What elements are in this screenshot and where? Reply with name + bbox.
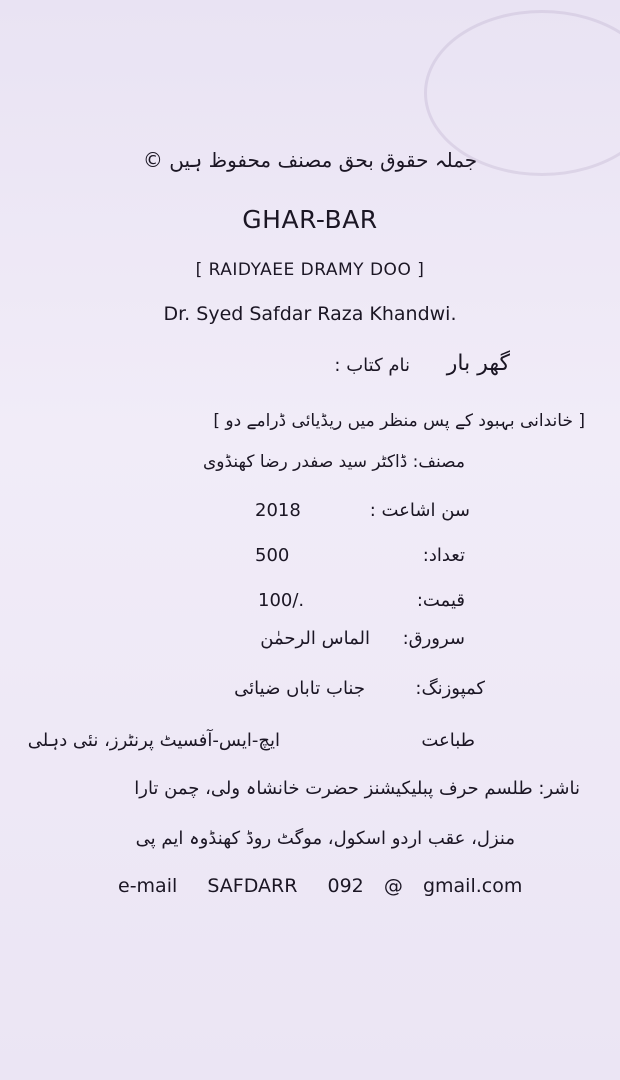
book-name-label: نام کتاب : bbox=[334, 355, 410, 376]
composing-row bbox=[0, 678, 620, 712]
copyright-notice: جملہ حقوق بحق مصنف محفوظ ہیں © bbox=[142, 148, 478, 172]
email-user: SAFDARR bbox=[207, 875, 298, 897]
email-at: @ bbox=[383, 875, 403, 897]
printing-row bbox=[0, 730, 620, 764]
book-name-row bbox=[0, 351, 620, 389]
price-value: 100/. bbox=[258, 590, 305, 611]
copies-row bbox=[0, 545, 620, 579]
publication-year-row bbox=[0, 500, 620, 534]
printing-label: طباعت bbox=[421, 730, 475, 751]
publisher-line-2: منزل، عقب اردو اسکول، موگٹ روڈ کھنڈوہ ایم پی bbox=[135, 828, 515, 849]
composing-value: جناب تاباں ضیائی bbox=[234, 678, 365, 699]
book-name-value: گھر بار bbox=[446, 351, 510, 376]
email-domain: gmail.com bbox=[422, 875, 523, 897]
publisher-line-1: ناشر: طلسم حرف پبلیکیشنز حضرت خانشاہ ولی، چمن تارا bbox=[134, 778, 580, 799]
book-author-urdu: مصنف: ڈاکٹر سید صفدر رضا کھنڈوی bbox=[202, 452, 465, 472]
email-digits: 092 bbox=[327, 875, 364, 897]
book-subtitle: [ RAIDYAEE DRAMY DOO ] bbox=[195, 260, 425, 280]
copies-label: تعداد: bbox=[422, 545, 465, 566]
cover-label: سرورق: bbox=[402, 628, 465, 649]
email-contact bbox=[118, 875, 522, 897]
copies-value: 500 bbox=[255, 545, 290, 566]
price-row bbox=[0, 590, 620, 624]
publication-year-value: 2018 bbox=[255, 500, 301, 521]
price-label: قیمت: bbox=[416, 590, 465, 611]
cover-value: الماس الرحمٰن bbox=[260, 628, 370, 649]
author-name-english: Dr. Syed Safdar Raza Khandwi. bbox=[163, 303, 457, 325]
cover-row bbox=[0, 628, 620, 662]
publication-year-label: سن اشاعت : bbox=[369, 500, 470, 521]
printing-value: ایچ-ایس-آفسیٹ پرنٹرز، نئی دہلی bbox=[27, 730, 280, 751]
book-description: [ خاندانی بہبود کے پس منظر میں ریڈیائی ڈرامے دو ] bbox=[213, 411, 585, 431]
book-title: GHAR-BAR bbox=[242, 205, 378, 234]
composing-label: کمپوزنگ: bbox=[415, 678, 485, 699]
email-prefix: e-mail bbox=[118, 875, 178, 897]
